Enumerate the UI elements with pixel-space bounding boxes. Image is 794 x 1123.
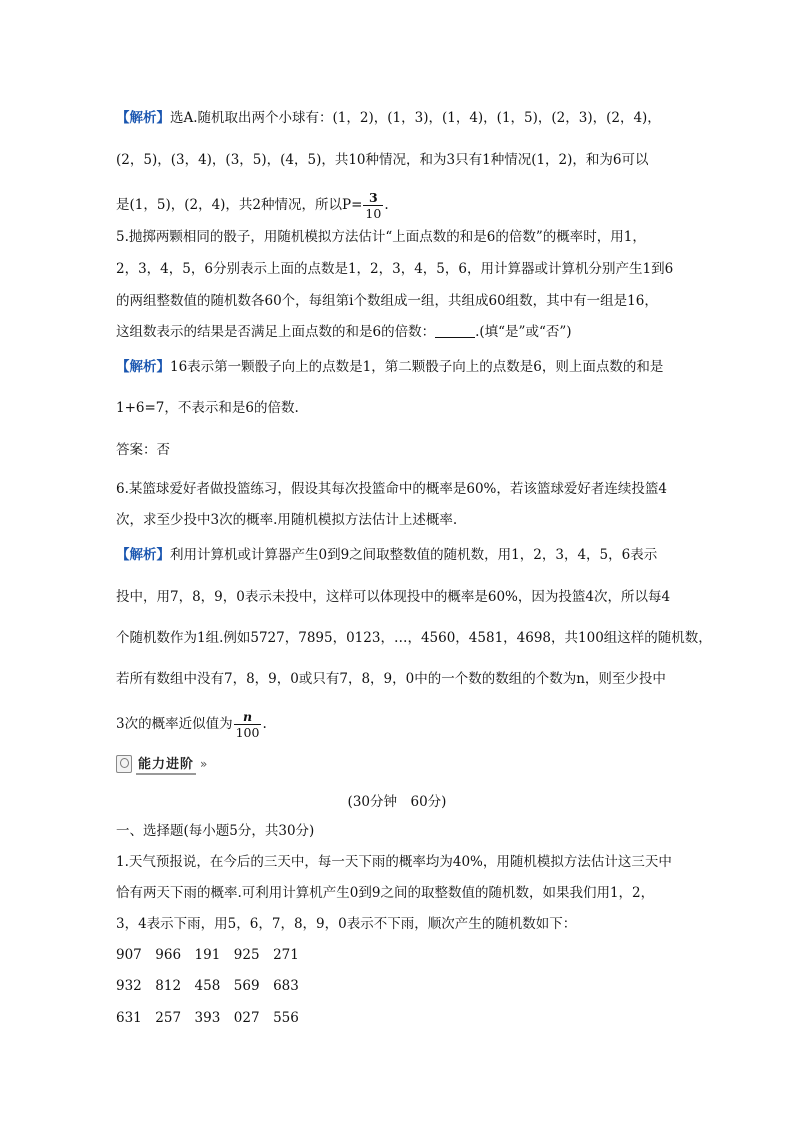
section-title: 能力进阶 bbox=[136, 753, 196, 775]
solution-4-line-2: (2，5)，(3，4)，(3，5)，(4，5)，共10种情况，和为3只有1种情况(1，2)，和为6可以 bbox=[116, 152, 649, 168]
question-6-line-2: 次，求至少投中3次的概率.用随机模拟方法估计上述概率. bbox=[116, 512, 458, 528]
question-5-line-3: 的两组整数值的随机数各60个，每组第i个数组成一组，共组成60组数，其中有一组是16， bbox=[116, 293, 658, 309]
random-number-row: 631 257 393 027 556 bbox=[116, 1010, 299, 1026]
solution-6-line-5: 3次的概率近似值为 $\frac{n}{100}$ . bbox=[116, 709, 267, 740]
solution-5-line-1: 【解析】16表示第一颗骰子向上的点数是1，第二颗骰子向上的点数是6，则上面点数的和是 bbox=[116, 359, 664, 375]
solution-5-line-2: 1+6=7，不表示和是6的倍数. bbox=[116, 400, 299, 416]
question-5-line-4: 这组数表示的结果是否满足上面点数的和是6的倍数： .(填“是”或“否”) bbox=[116, 324, 572, 340]
solution-tag: 【解析】 bbox=[116, 547, 170, 563]
solution-6-line-4: 若所有数组中没有7，8，9，0或只有7，8，9，0中的一个数的数组的个数为n，则至少投中 bbox=[116, 671, 666, 687]
question-5-line-1: 5.抛掷两颗相同的骰子，用随机模拟方法估计“上面点数的和是6的倍数”的概率时，用1， bbox=[116, 229, 646, 245]
double-chevron-icon: » bbox=[200, 757, 208, 771]
question-1-line-1: 1.天气预报说，在今后的三天中，每一天下雨的概率均为40%，用随机模拟方法估计这三天中 bbox=[116, 854, 672, 870]
answer-blank bbox=[435, 323, 475, 338]
time-score-label: (30分钟 60分) bbox=[347, 794, 447, 810]
solution-tag: 【解析】 bbox=[116, 110, 170, 126]
bulb-icon bbox=[116, 755, 132, 773]
solution-4-line-3: 是(1，5)，(2，4)，共2种情况，所以P= $\frac{3}{10}$ . bbox=[116, 190, 389, 221]
solution-4-line-1: 【解析】选A.随机取出两个小球有：(1，2)，(1，3)，(1，4)，(1，5)，(2，3)，(2，4)， bbox=[116, 110, 661, 126]
question-1-line-2: 恰有两天下雨的概率.可利用计算机产生0到9之间的取整数值的随机数，如果我们用1，2， bbox=[116, 885, 655, 901]
solution-tag: 【解析】 bbox=[116, 359, 170, 375]
random-number-row: 932 812 458 569 683 bbox=[116, 978, 299, 994]
question-1-line-3: 3，4表示下雨，用5，6，7，8，9，0表示不下雨，顺次产生的随机数如下： bbox=[116, 916, 577, 932]
fraction-3-10: $\frac{3}{10}$ bbox=[365, 190, 382, 221]
answer-5: 答案：否 bbox=[116, 442, 170, 458]
solution-6-line-2: 投中，用7，8，9，0表示未投中，这样可以体现投中的概率是60%，因为投篮4次，所以每4 bbox=[116, 589, 671, 605]
question-6-line-1: 6.某篮球爱好者做投篮练习，假设其每次投篮命中的概率是60%，若该篮球爱好者连续投篮4 bbox=[116, 481, 667, 497]
solution-6-line-3: 个随机数作为1组.例如5727，7895，0123，…，4560，4581，4698，共100组这样的随机数， bbox=[116, 630, 712, 646]
solution-6-line-1: 【解析】利用计算机或计算器产生0到9之间取整数值的随机数，用1，2，3，4，5，6表示 bbox=[116, 547, 658, 563]
section-header bbox=[116, 753, 207, 775]
part-1-heading: 一、选择题(每小题5分，共30分) bbox=[116, 823, 315, 839]
fraction-n-100: $\frac{n}{100}$ bbox=[235, 709, 260, 740]
question-5-line-2: 2，3，4，5，6分别表示上面的点数是1，2，3，4，5，6，用计算器或计算机分别产生1到6 bbox=[116, 261, 674, 277]
random-number-row: 907 966 191 925 271 bbox=[116, 947, 299, 963]
